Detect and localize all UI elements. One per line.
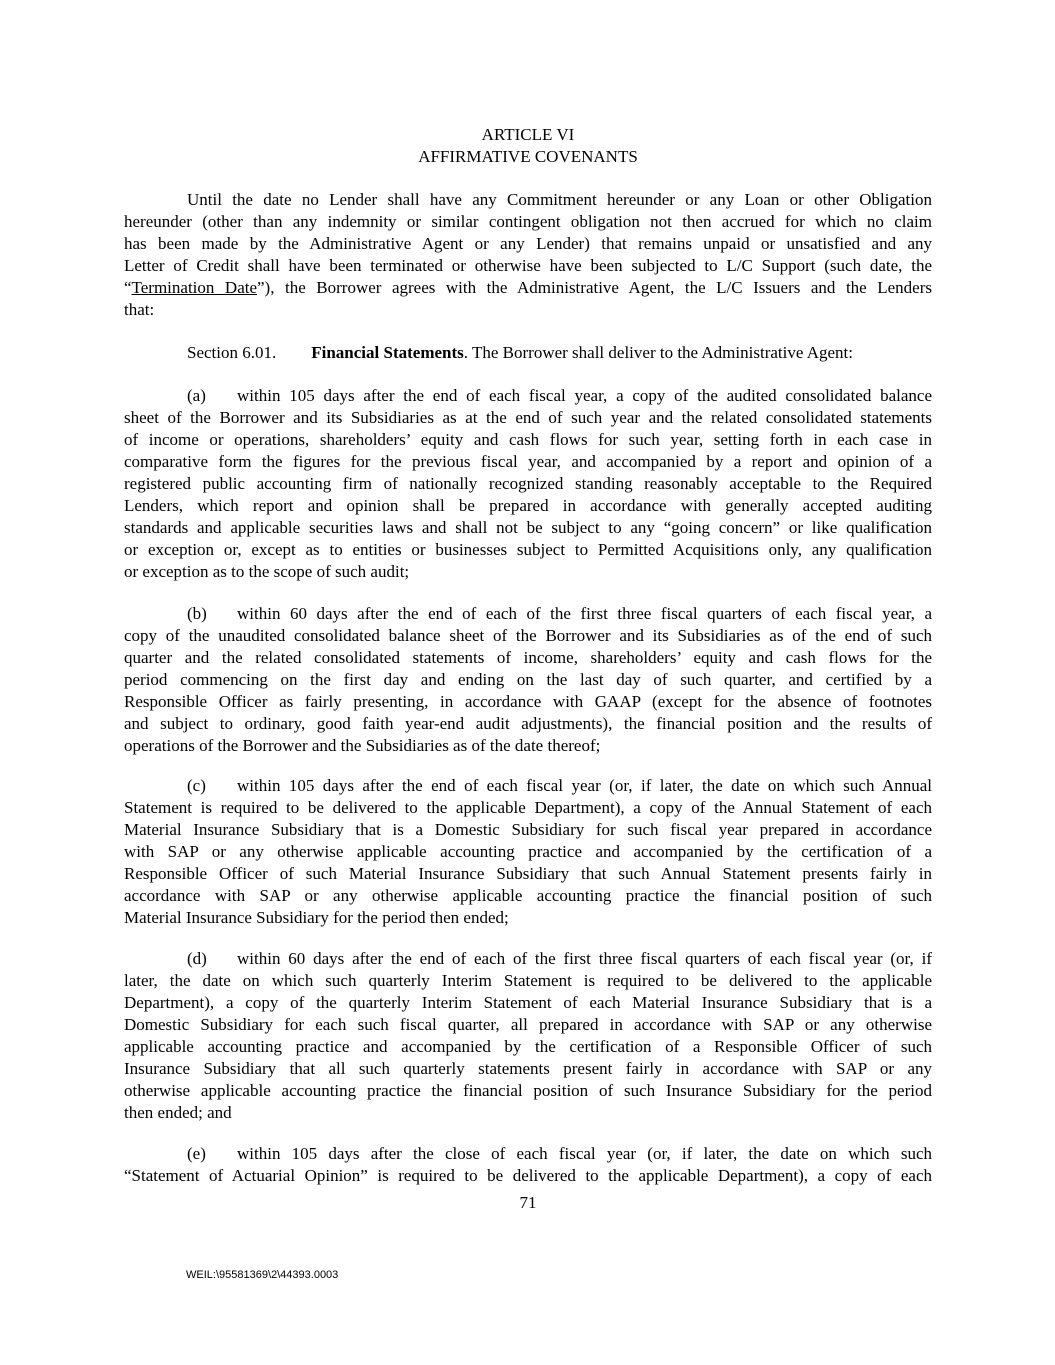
clause-line: then ended; and	[124, 1103, 232, 1122]
clause-label: (e)	[187, 1144, 206, 1163]
section-heading	[187, 342, 932, 364]
article-number: ARTICLE VI	[481, 125, 575, 144]
clause-line: applicable accounting practice and accompanied by the certification of a Responsible Officer of such	[124, 1037, 932, 1056]
clause-line: registered public accounting firm of nationally recognized standing reasonably acceptable to the Required	[124, 474, 932, 493]
clause-line: period commencing on the first day and ending on the last day of such quarter, and certified by a	[124, 670, 932, 689]
clause-line: accordance with SAP or any otherwise applicable accounting practice the financial position of such	[124, 886, 932, 905]
clause-line: Responsible Officer of such Material Insurance Subsidiary that such Annual Statement presents fairly in	[124, 864, 932, 883]
clause-text: within 105 days after the end of each fiscal year, a copy of the audited consolidated balance	[237, 386, 932, 405]
intro-after-term: ”), the Borrower agrees with the Administrative Agent, the L/C Issuers and the Lenders	[257, 278, 932, 297]
clause-line: Department), a copy of the quarterly Interim Statement of each Material Insurance Subsidiary that is a	[124, 993, 932, 1012]
clause-line: Statement is required to be delivered to the applicable Department), a copy of the Annual Statement of each	[124, 798, 932, 817]
clause-line: of income or operations, shareholders’ equity and cash flows for such year, setting forth in each case in	[124, 430, 932, 449]
clause-line: with SAP or any otherwise applicable accounting practice and accompanied by the certification of a	[124, 842, 932, 861]
clause-line: Responsible Officer as fairly presenting, in accordance with GAAP (except for the absence of footnotes	[124, 692, 932, 711]
clause-text: within 60 days after the end of each of the first three fiscal quarters of each fiscal year (or, if	[237, 949, 932, 968]
clause-d-first-line	[187, 948, 932, 970]
clause-line: comparative form the figures for the previous fiscal year, and accompanied by a report and opinion of a	[124, 452, 932, 471]
clause-line: and subject to ordinary, good faith year-end audit adjustments), the financial position and the results of	[124, 714, 932, 733]
article-title: AFFIRMATIVE COVENANTS	[418, 147, 638, 166]
clause-label: (a)	[187, 386, 206, 405]
clause-line: later, the date on which such quarterly Interim Statement is required to be delivered to the applicable	[124, 971, 932, 990]
clause-label: (b)	[187, 604, 207, 623]
intro-line: Until the date no Lender shall have any Commitment hereunder or any Loan or other Obligation	[187, 190, 932, 209]
document-id-footer: WEIL:\95581369\2\44393.0003	[186, 1269, 339, 1281]
clause-e-first-line	[187, 1143, 932, 1165]
clause-line: or exception as to the scope of such audit;	[124, 562, 410, 581]
clause-b-first-line	[187, 603, 932, 625]
clause-line: standards and applicable securities laws and shall not be subject to any “going concern” or like qualification	[124, 518, 932, 537]
intro-line: that:	[124, 300, 155, 319]
clause-line: “Statement of Actuarial Opinion” is required to be delivered to the applicable Department), a copy of each	[124, 1166, 932, 1185]
clause-label: (c)	[187, 776, 206, 795]
clause-c-first-line	[187, 775, 932, 797]
clause-line: Domestic Subsidiary for each such fiscal quarter, all prepared in accordance with SAP or any otherwise	[124, 1015, 932, 1034]
section-text: . The Borrower shall deliver to the Administrative Agent:	[463, 343, 853, 362]
clause-line: Lenders, which report and opinion shall be prepared in accordance with generally accepted auditing	[124, 496, 932, 515]
clause-line: otherwise applicable accounting practice the financial position of such Insurance Subsidiary for the period	[124, 1081, 932, 1100]
clause-text: within 105 days after the close of each fiscal year (or, if later, the date on which such	[237, 1144, 932, 1163]
clause-label: (d)	[187, 949, 207, 968]
intro-line-defined-term	[124, 277, 932, 299]
clause-line: Insurance Subsidiary that all such quarterly statements present fairly in accordance with SAP or any	[124, 1059, 932, 1078]
clause-line: sheet of the Borrower and its Subsidiaries as at the end of such year and the related consolidated statements	[124, 408, 932, 427]
page-number: 71	[519, 1193, 537, 1212]
clause-line: copy of the unaudited consolidated balance sheet of the Borrower and its Subsidiaries as of the end of such	[124, 626, 932, 645]
clause-text: within 60 days after the end of each of the first three fiscal quarters of each fiscal year, a	[237, 604, 932, 623]
defined-term: Termination Date	[131, 278, 258, 297]
section-number: Section 6.01.	[187, 343, 277, 362]
intro-line: hereunder (other than any indemnity or similar contingent obligation not then accrued for which no claim	[124, 212, 932, 231]
clause-line: operations of the Borrower and the Subsidiaries as of the date thereof;	[124, 736, 601, 755]
clause-line: or exception or, except as to entities or businesses subject to Permitted Acquisitions only, any qualification	[124, 540, 932, 559]
clause-line: quarter and the related consolidated statements of income, shareholders’ equity and cash flows for the	[124, 648, 932, 667]
clause-text: within 105 days after the end of each fiscal year (or, if later, the date on which such Annual	[237, 776, 932, 795]
intro-line: Letter of Credit shall have been terminated or otherwise have been subjected to L/C Support (such date, the	[124, 256, 932, 275]
open-quote: “	[124, 278, 132, 297]
clause-line: Material Insurance Subsidiary for the period then ended;	[124, 908, 509, 927]
intro-line: has been made by the Administrative Agent or any Lender) that remains unpaid or unsatisfied and any	[124, 234, 932, 253]
clause-line: Material Insurance Subsidiary that is a Domestic Subsidiary for such fiscal year prepared in accordance	[124, 820, 932, 839]
section-title: Financial Statements	[311, 343, 464, 362]
clause-a-first-line	[187, 385, 932, 407]
